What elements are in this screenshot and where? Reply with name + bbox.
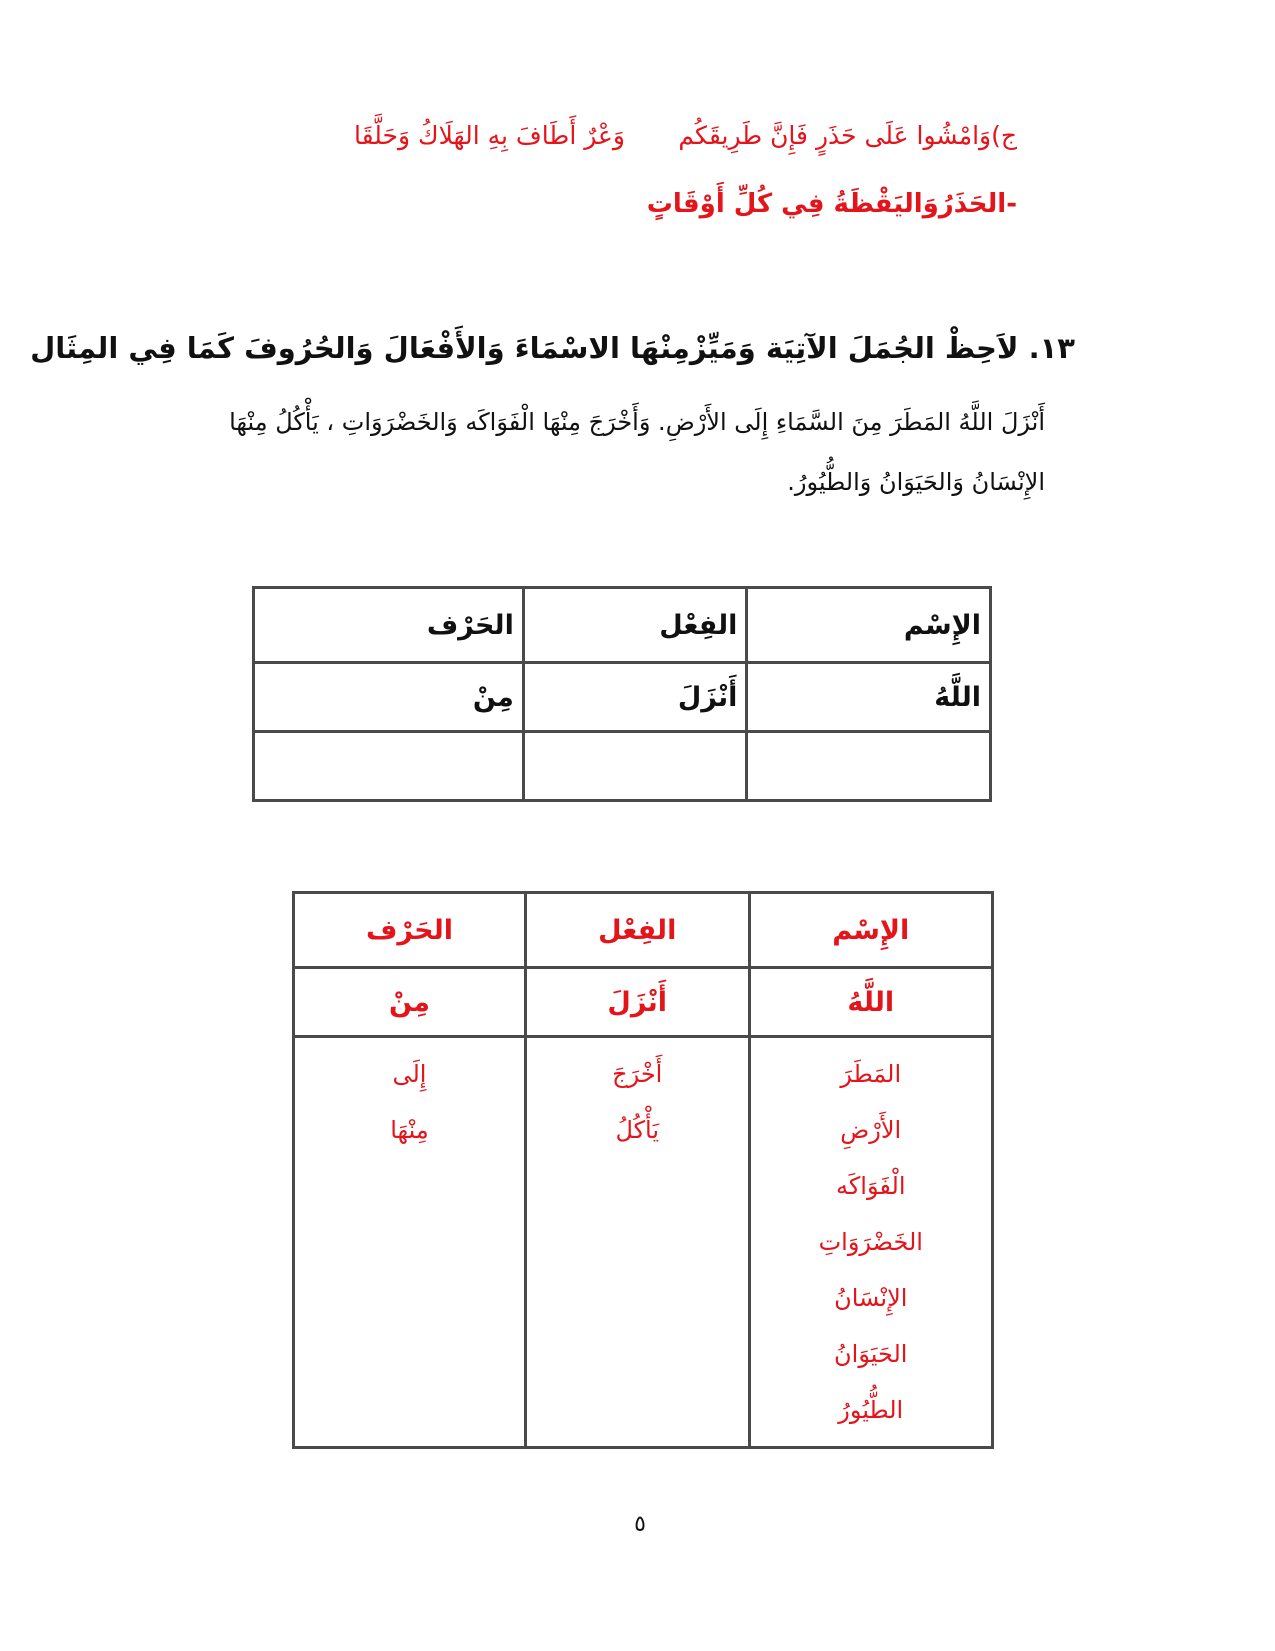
page-number: ٥ [634,1512,646,1537]
noun-item: المَطَرَ [840,1060,902,1088]
particle-item: إِلَى [392,1060,427,1088]
noun-item: الأَرْضِ [840,1116,902,1144]
verb-item: أَخْرَجَ [612,1060,663,1088]
header-verb: الفِعْل [523,588,747,663]
answer-table-header-row [294,893,993,968]
verse-line-1-part-1: ج)وَامْشُوا عَلَى حَذَرٍ فَإِنَّ طَرِيقَكُم [678,121,1017,150]
answer-sample-particle: مِنْ [294,968,526,1037]
noun-item: الإِنْسَانُ [834,1284,908,1312]
example-table-header-row [254,588,991,663]
answer-table-words-row [294,1037,993,1448]
sample-noun: اللَّهُ [747,663,991,732]
passage-line-2: الإِنْسَانُ وَالحَيَوَانُ وَالطُّيُورُ. [787,468,1045,496]
verbs-list-cell [525,1037,749,1448]
noun-item: الحَيَوَانُ [834,1340,908,1368]
answer-header-noun: الإِسْم [749,893,992,968]
header-particle: الحَرْف [254,588,524,663]
empty-particle-cell[interactable] [254,732,524,801]
particles-list-cell [294,1037,526,1448]
nouns-list-cell [749,1037,992,1448]
answer-table-sample-row [294,968,993,1037]
question-13-heading: ١٣. لاَحِظْ الجُمَلَ الآتِيَة وَمَيِّزْمِنْهَا الاسْمَاءَ وَالأَفْعَالَ وَالحُرُوفَ كَمَا فِي المِثَال [30,331,1075,365]
verse-line-2: -الحَذَرُوَاليَقْظَةُ فِي كُلِّ أَوْقَاتٍ [646,189,1017,219]
example-table-sample-row [254,663,991,732]
example-table [252,586,992,802]
passage-line-1: أَنْزَلَ اللَّهُ المَطَرَ مِنَ السَّمَاءِ إِلَى الأَرْضِ. وَأَخْرَجَ مِنْهَا الْفَوَاكَه وَالخَضْرَوَاتِ ، يَأْكُلُ مِنْهَا [229,408,1045,436]
verse-line-1-part-2: وَعْرٌ أَطَافَ بِهِ الهَلَاكُ وَحَلَّقَا [354,121,625,150]
noun-item: الْفَوَاكَه [836,1172,906,1200]
answer-sample-noun: اللَّهُ [749,968,992,1037]
empty-noun-cell[interactable] [747,732,991,801]
empty-verb-cell[interactable] [523,732,747,801]
particle-item: مِنْهَا [390,1116,429,1144]
sample-particle: مِنْ [254,663,524,732]
example-table-empty-row [254,732,991,801]
header-noun: الإِسْم [747,588,991,663]
noun-item: الخَضْرَوَاتِ [818,1228,923,1256]
answer-table [292,891,994,1449]
answer-sample-verb: أَنْزَلَ [525,968,749,1037]
sample-verb: أَنْزَلَ [523,663,747,732]
answer-header-particle: الحَرْف [294,893,526,968]
verb-item: يَأْكُلُ [615,1116,660,1144]
answer-header-verb: الفِعْل [525,893,749,968]
noun-item: الطُّيُورُ [838,1396,904,1424]
